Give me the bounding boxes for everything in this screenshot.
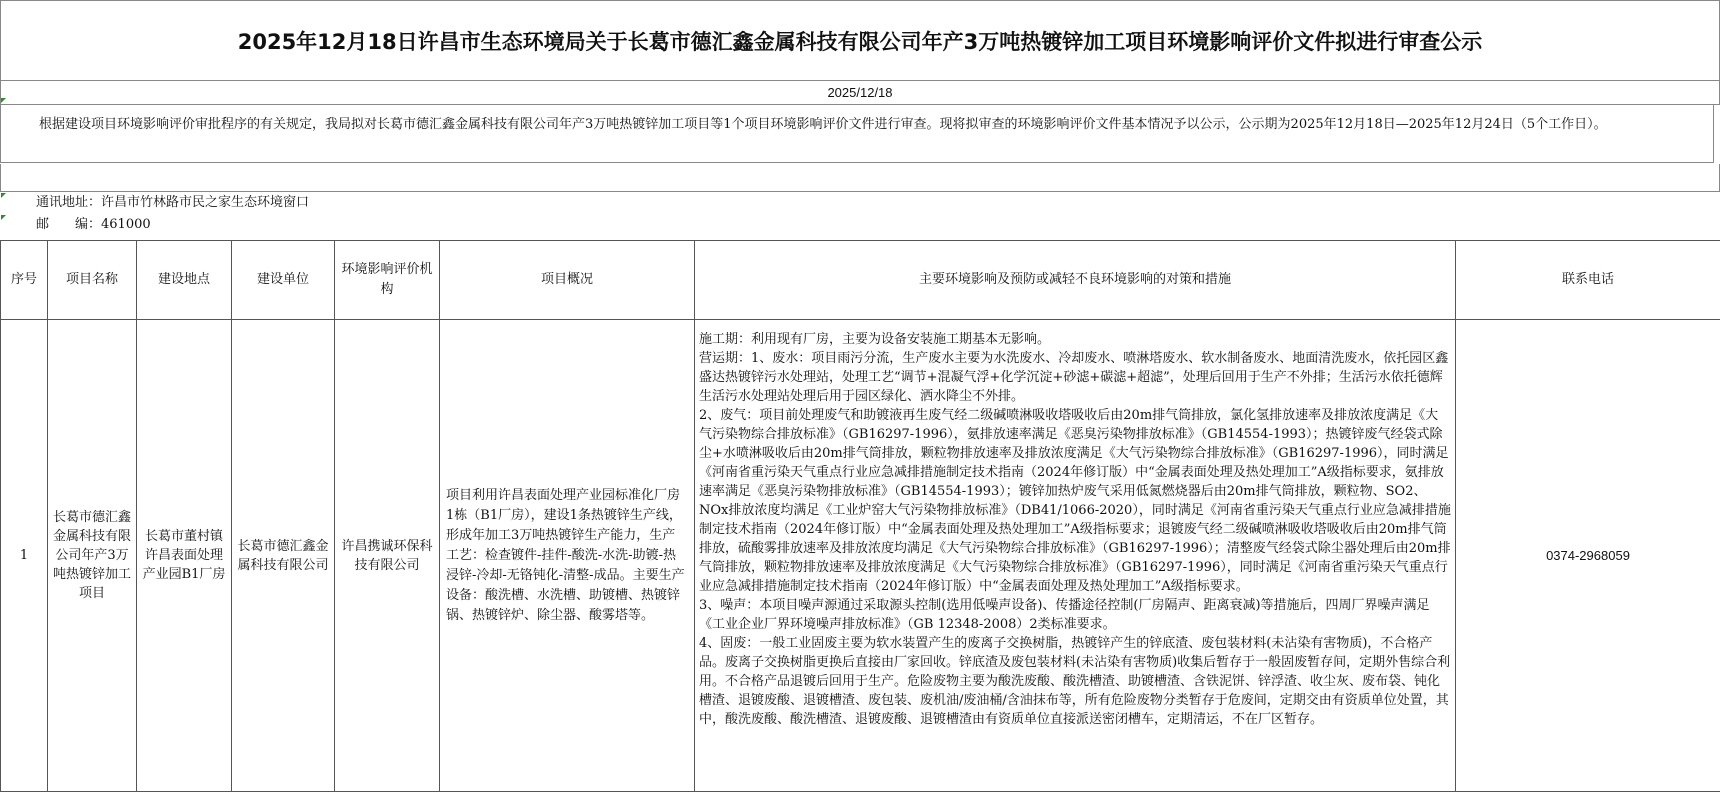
cell-location: 长葛市董村镇许昌表面处理产业园B1厂房 xyxy=(137,320,232,792)
header-overview: 项目概况 xyxy=(440,241,695,320)
cell-marker-icon xyxy=(1,215,6,220)
cell-eia-org: 许昌携诚环保科技有限公司 xyxy=(335,320,440,792)
cell-measures: 施工期：利用现有厂房，主要为设备安装施工期基本无影响。 营运期：1、废水：项目雨污分流，生产废水主要为水洗废水、冷却废水、喷淋塔废水、软水制备废水、地面清洗废水，依托园区鑫盛达热镀锌污水处理站，处理工艺“调节+混凝气浮+化学沉淀+砂滤+碳滤+超滤”，处理后回用于生产不外排；生活污水依托德辉生活污水处理站处理后用于园区绿化、洒水降尘不外排。 2、废气：项目前处理废气和助镀液再生废气经二级碱喷淋吸收塔吸收后由20m排气筒排放，氯化氢排放速率及排放浓度满足《大气污染物综合排放标准》（GB16297-1996），氨排放速率满足《恶臭污染物排放标准》（GB14554-1993）；热镀锌废气经袋式除尘+水喷淋吸收后由20m排气筒排放，颗粒物排放速率及排放浓度满足《大气污染物综合排放标准》（GB16297-1996），同时满足《河南省重污染天气重点行业应急减排措施制定技术指南（2024年修订版）中“金属表面处理及热处理加工”A级指标要求，氨排放速率满足《恶臭污染物排放标准》（GB14554-1993）；镀锌加热炉废气采用低氮燃烧器后由20m排气筒排放，颗粒物、SO2、NOx排放浓度均满足《工业炉窑大气污染物排放标准》（DB41/1066-2020），同时满足《河南省重污染天气重点行业应急减排措施制定技术指南（2024年修订版）中“金属表面处理及热处理加工”A级指标要求；退镀废气经二级碱喷淋吸收塔吸收后由20m排气筒排放，硫酸雾排放速率及排放浓度均满足《大气污染物综合排放标准》（GB16297-1996）；清整废气经袋式除尘器处理后由20m排气筒排放，颗粒物排放速率及排放浓度满足《大气污染物综合排放标准》（GB16297-1996），同时满足《河南省重污染天气重点行业应急减排措施制定技术指南（2024年修订版）中“金属表面处理及热处理加工”A级指标要求。 3、噪声：本项目噪声源通过采取源头控制(选用低噪声设备)、传播途径控制(厂房隔声、距离衰减)等措施后，四周厂界噪声满足《工业企业厂界环境噪声排放标准》（GB 12348-2008）2类标准要求。 4、固废：一般工业固废主要为软水装置产生的废离子交换树脂，热镀锌产生的锌底渣、废包装材料(未沾染有害物质)，不合格产品。废离子交换树脂更换后直接由厂家回收。锌底渣及废包装材料(未沾染有害物质)收集后暂存于一般固废暂存间，定期外售综合利用。不合格产品退镀后回用于生产。危险废物主要为酸洗废酸、酸洗槽渣、助镀槽渣、含铁泥饼、锌浮渣、收尘灰、废布袋、钝化槽渣、退镀废酸、退镀槽渣、废包装、废机油/废油桶/含油抹布等，所有危险废物分类暂存于危废间，定期交由有资质单位处置，其中，酸洗废酸、酸洗槽渣、退镀废酸、退镀槽渣由有资质单位直接派送密闭槽车，定期清运，不在厂区暂存。 xyxy=(695,320,1456,792)
page-title: 2025年12月18日许昌市生态环境局关于长葛市德汇鑫金属科技有限公司年产3万吨热镀锌加工项目环境影响评价文件拟进行审查公示 xyxy=(0,0,1720,81)
project-table xyxy=(0,240,1720,792)
publish-date: 2025/12/18 xyxy=(0,80,1720,105)
header-project-name: 项目名称 xyxy=(48,241,137,320)
cell-index: 1 xyxy=(1,320,48,792)
header-measures: 主要环境影响及预防或减轻不良环境影响的对策和措施 xyxy=(695,241,1456,320)
header-location: 建设地点 xyxy=(137,241,232,320)
table-header-row xyxy=(1,241,1720,320)
cell-marker-icon xyxy=(1,98,6,103)
table-row xyxy=(1,320,1720,792)
header-builder: 建设单位 xyxy=(232,241,335,320)
cell-project-name: 长葛市德汇鑫金属科技有限公司年产3万吨热镀锌加工项目 xyxy=(48,320,137,792)
cell-overview: 项目利用许昌表面处理产业园标准化厂房1栋（B1厂房），建设1条热镀锌生产线，形成年加工3万吨热镀锌生产能力，生产工艺：检查镀件-挂件-酸洗-水洗-助镀-热浸锌-冷却-无铬钝化-清整-成品。主要生产设备：酸洗槽、水洗槽、助镀槽、热镀锌锅、热镀锌炉、除尘器、酸雾塔等。 xyxy=(440,320,695,792)
header-phone: 联系电话 xyxy=(1456,241,1720,320)
cell-phone: 0374-2968059 xyxy=(1456,320,1720,792)
intro-paragraph: 根据建设项目环境影响评价审批程序的有关规定，我局拟对长葛市德汇鑫金属科技有限公司年产3万吨热镀锌加工项目等1个项目环境影响评价文件进行审查。现将拟审查的环境影响评价文件基本情况予以公示，公示期为2025年12月18日—2025年12月24日（5个工作日）。 xyxy=(0,105,1714,163)
header-eia-org: 环境影响评价机构 xyxy=(335,241,440,320)
contact-postcode: 邮 编：461000 xyxy=(36,217,151,232)
cell-marker-icon xyxy=(1,193,6,198)
header-index: 序号 xyxy=(1,241,48,320)
blank-row xyxy=(0,164,1720,192)
cell-builder: 长葛市德汇鑫金属科技有限公司 xyxy=(232,320,335,792)
contact-address: 通讯地址：许昌市竹林路市民之家生态环境窗口 xyxy=(36,195,310,210)
